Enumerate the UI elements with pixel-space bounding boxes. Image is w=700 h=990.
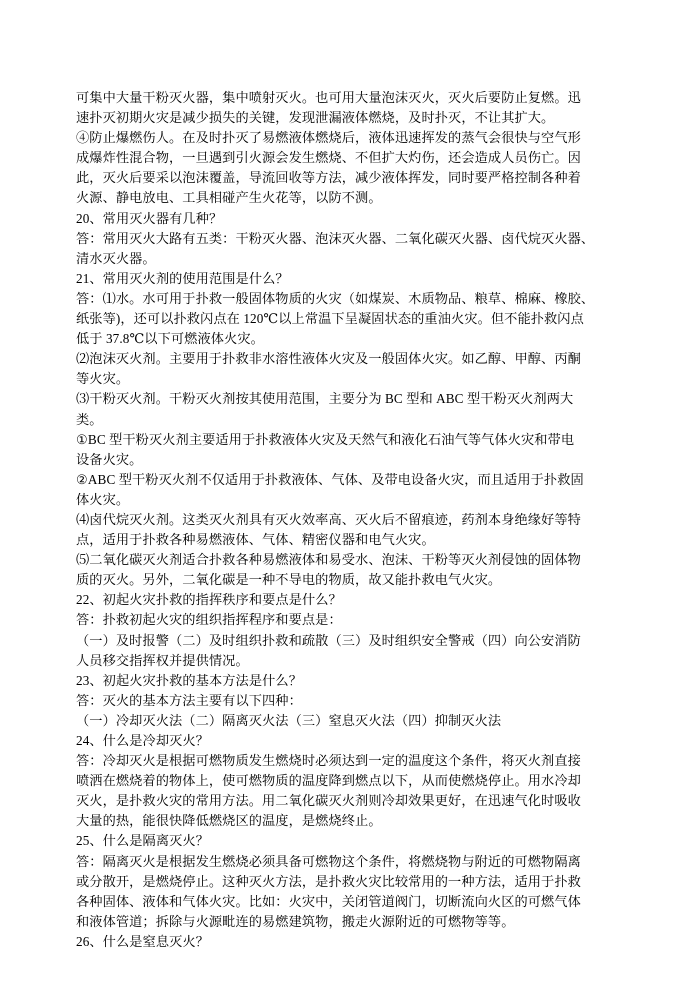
text-line: 灭火，是扑救火灾的常用方法。用二氧化碳灭火剂则冷却效果更好，在迅速气化时吸收 <box>76 793 581 809</box>
text-line: 或分散开，是燃烧停止。这种灭火方法，是扑救火灾比较常用的一种方法，适用于扑救 <box>76 873 581 889</box>
text-line: ②ABC 型干粉灭火剂不仅适用于扑救液体、气体、及带电设备火灾，而且适用于扑救固 <box>76 471 584 487</box>
text-line: 等火灾。 <box>76 371 130 387</box>
text-line: 答：冷却灭火是根据可燃物质发生燃烧时必须达到一定的温度这个条件，将灭火剂直接 <box>76 753 581 769</box>
text-line: ⑷卤代烷灭火剂。这类灭火剂具有灭火效率高、灭火后不留痕迹，药剂本身绝缘好等特 <box>76 511 581 527</box>
document-body <box>76 88 624 952</box>
text-line: 成爆炸性混合物，一旦遇到引火源会发生燃烧、不但扩大灼伤，还会造成人员伤亡。因 <box>76 150 581 166</box>
text-line: 答：隔离灭火是根据发生燃烧必须具备可燃物这个条件，将燃烧物与附近的可燃物隔离 <box>76 853 581 869</box>
text-line: （一）及时报警（二）及时组织扑救和疏散（三）及时组织安全警戒（四）向公安消防 <box>76 632 581 648</box>
text-line: 各种固体、液体和气体火灾。比如：火灾中，关闭管道阀门，切断流向火区的可燃气体 <box>76 893 581 909</box>
text-line: 设备火灾。 <box>76 451 143 467</box>
text-line: （一）冷却灭火法（二）隔离灭火法（三）窒息灭火法（四）抑制灭火法 <box>76 712 502 728</box>
text-line: 24、什么是冷却灭火？ <box>76 733 209 748</box>
text-line: ⑵泡沫灭火剂。主要用于扑救非水溶性液体火灾及一般固体火灾。如乙醇、甲醇、丙酮 <box>76 351 581 367</box>
text-line: 清水灭火器。 <box>76 250 156 266</box>
text-line: 答：常用灭火大路有五类：干粉灭火器、泡沫灭火器、二氧化碳灭火器、卤代烷灭火器、 <box>76 230 595 246</box>
text-line: 大量的热，能很快降低燃烧区的温度，是燃烧终止。 <box>76 813 382 829</box>
text-line: 火源、静电放电、工具相碰产生火花等，以防不测。 <box>76 190 382 206</box>
text-line: 体火灾。 <box>76 491 130 507</box>
text-line: 26、什么是窒息灭火？ <box>76 933 209 949</box>
text-line: 21、常用灭火剂的使用范围是什么？ <box>76 270 289 286</box>
text-line: ⑶干粉灭火剂。干粉灭火剂按其使用范围，主要分为 BC 型和 ABC 型干粉灭火剂两大 <box>76 391 574 407</box>
text-line: 25、什么是隔离灭火？ <box>76 833 209 849</box>
text-line: 喷洒在燃烧着的物体上，使可燃物质的温度降到燃点以下，从而使燃烧停止。用水冷却 <box>76 773 581 789</box>
text-line: ④防止爆燃伤人。在及时扑灭了易燃液体燃烧后，液体迅速挥发的蒸气会很快与空气形 <box>76 130 581 146</box>
text-line: 20、常用灭火器有几种？ <box>76 210 223 226</box>
text-line: 答：⑴水。水可用于扑救一般固体物质的火灾（如煤炭、木质物品、粮草、棉麻、橡胶、 <box>76 290 595 306</box>
text-line: 纸张等)，还可以扑救闪点在 120℃以上常温下呈凝固状态的重油火灾。但不能扑救闪点 <box>76 311 584 327</box>
text-line: 类。 <box>76 411 103 427</box>
text-line: 22、初起火灾扑救的指挥秩序和要点是什么？ <box>76 592 342 608</box>
text-line: 此，灭火后要采以泡沫覆盖，导流回收等方法，减少液体挥发，同时要严格控制各种着 <box>76 170 581 186</box>
text-line: ①BC 型干粉灭火剂主要适用于扑救液体火灾及天然气和液化石油气等气体火灾和带电 <box>76 431 575 447</box>
text-line: 人员移交指挥权并提供情况。 <box>76 652 249 668</box>
text-line: 点，适用于扑救各种易燃液体、气体、精密仪器和电气火灾。 <box>76 532 435 548</box>
text-line: 速扑灭初期火灾是减少损失的关键，发现泄漏液体燃烧，及时扑灭，不让其扩大。 <box>76 110 555 126</box>
text-line: 可集中大量干粉灭火器，集中喷射灭火。也可用大量泡沫灭火，灭火后要防止复燃。迅 <box>76 90 581 105</box>
text-line: 23、初起火灾扑救的基本方法是什么？ <box>76 672 302 688</box>
text-line: ⑸二氧化碳灭火剂适合扑救各种易燃液体和易受水、泡沫、干粉等灭火剂侵蚀的固体物 <box>76 552 581 568</box>
text-line: 低于 37.8℃以下可燃液体火灾。 <box>76 331 264 347</box>
text-line: 答：扑救初起火灾的组织指挥程序和要点是： <box>76 612 342 628</box>
text-line: 答：灭火的基本方法主要有以下四种： <box>76 692 302 708</box>
text-line: 和液体管道；拆除与火源毗连的易燃建筑物，搬走火源附近的可燃物等等。 <box>76 913 515 929</box>
text-line: 质的灭火。另外，二氧化碳是一种不导电的物质，故又能扑救电气火灾。 <box>76 572 502 588</box>
